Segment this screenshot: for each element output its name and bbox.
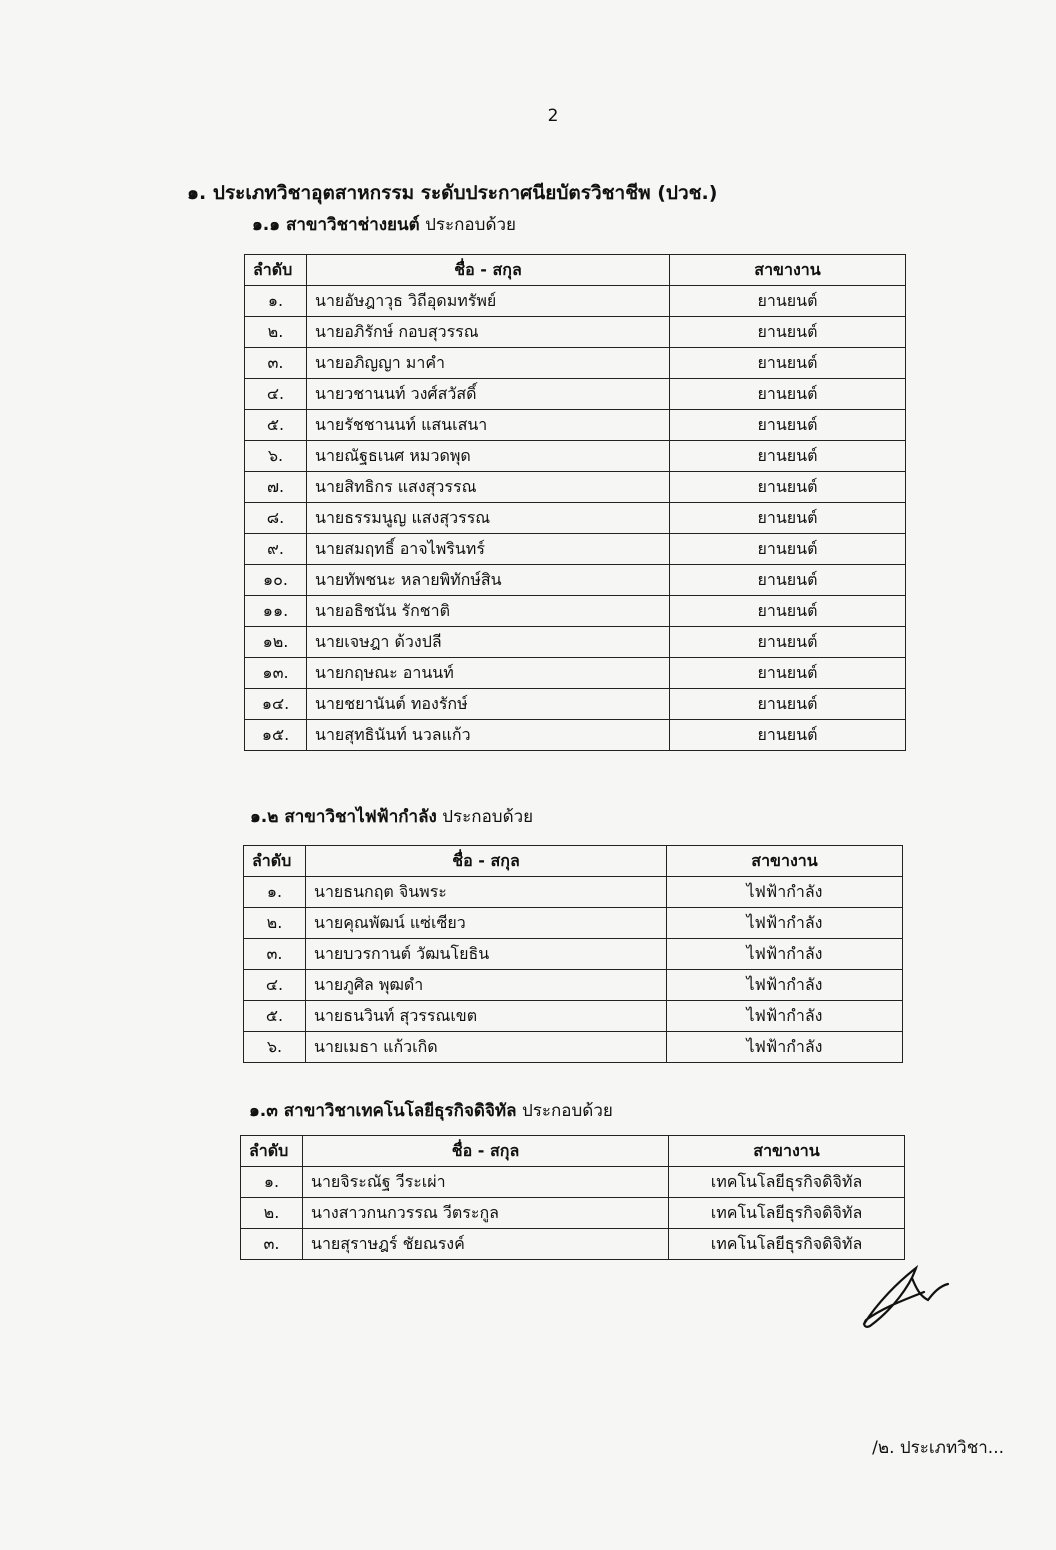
section-title-rest: ประกอบด้วย — [516, 1101, 613, 1121]
row-name: นายธรรมนูญ แสงสุวรรณ — [307, 503, 670, 534]
column-header-field: สาขางาน — [669, 1136, 905, 1167]
table-row — [245, 596, 906, 627]
table-row — [245, 627, 906, 658]
section-title-bold: ๑.๒ สาขาวิชาไฟฟ้ากำลัง — [250, 807, 437, 827]
column-header-no: ลำดับ — [245, 255, 307, 286]
row-number: ๑๕. — [245, 720, 307, 751]
row-field: ยานยนต์ — [670, 286, 906, 317]
row-number: ๘. — [245, 503, 307, 534]
table-row — [245, 689, 906, 720]
row-number: ๑. — [244, 877, 306, 908]
row-name: นางสาวกนกวรรณ วีตระกูล — [303, 1198, 669, 1229]
row-name: นายกฤษณะ อานนท์ — [307, 658, 670, 689]
row-name: นายสุทธินันท์ นวลแก้ว — [307, 720, 670, 751]
table-row — [245, 720, 906, 751]
row-name: นายจิระณัฐ วีระเผ่า — [303, 1167, 669, 1198]
table-row — [245, 658, 906, 689]
row-field: ยานยนต์ — [670, 565, 906, 596]
row-number: ๒. — [241, 1198, 303, 1229]
row-number: ๖. — [244, 1032, 306, 1063]
row-number: ๕. — [245, 410, 307, 441]
section-title-electric — [250, 803, 533, 830]
table-row — [241, 1198, 905, 1229]
table-row — [244, 1032, 903, 1063]
table-header-row — [241, 1136, 905, 1167]
row-number: ๓. — [245, 348, 307, 379]
table-row — [245, 286, 906, 317]
column-header-name: ชื่อ - สกุล — [307, 255, 670, 286]
row-number: ๖. — [245, 441, 307, 472]
row-number: ๑๓. — [245, 658, 307, 689]
table-row — [245, 503, 906, 534]
row-name: นายสุราษฎร์ ชัยณรงค์ — [303, 1229, 669, 1260]
row-field: เทคโนโลยีธุรกิจดิจิทัล — [669, 1167, 905, 1198]
table-row — [244, 908, 903, 939]
row-number: ๑. — [241, 1167, 303, 1198]
table-row — [244, 1001, 903, 1032]
row-number: ๑. — [245, 286, 307, 317]
row-field: ยานยนต์ — [670, 472, 906, 503]
table-row — [245, 534, 906, 565]
row-number: ๑๒. — [245, 627, 307, 658]
row-field: ไฟฟ้ากำลัง — [667, 970, 903, 1001]
row-name: นายสิทธิกร แสงสุวรรณ — [307, 472, 670, 503]
row-field: ยานยนต์ — [670, 596, 906, 627]
table-row — [241, 1167, 905, 1198]
row-field: ยานยนต์ — [670, 689, 906, 720]
row-number: ๕. — [244, 1001, 306, 1032]
row-number: ๒. — [245, 317, 307, 348]
row-number: ๔. — [245, 379, 307, 410]
row-name: นายรัชชานนท์ แสนเสนา — [307, 410, 670, 441]
row-name: นายบวรกานต์ วัฒนโยธิน — [306, 939, 667, 970]
row-field: ยานยนต์ — [670, 379, 906, 410]
table-row — [245, 410, 906, 441]
row-field: ยานยนต์ — [670, 658, 906, 689]
row-field: ยานยนต์ — [670, 317, 906, 348]
row-number: ๓. — [241, 1229, 303, 1260]
signature-image — [858, 1262, 953, 1332]
row-field: ยานยนต์ — [670, 441, 906, 472]
column-header-name: ชื่อ - สกุล — [306, 846, 667, 877]
table-row — [244, 877, 903, 908]
table-row — [245, 348, 906, 379]
row-number: ๙. — [245, 534, 307, 565]
section-title-rest: ประกอบด้วย — [436, 807, 534, 827]
row-number: ๒. — [244, 908, 306, 939]
row-name: นายวชานนท์ วงศ์สวัสดิ์ — [307, 379, 670, 410]
row-number: ๔. — [244, 970, 306, 1001]
row-name: นายธนวินท์ สุวรรณเขต — [306, 1001, 667, 1032]
row-name: นายอัษฎาวุธ วิถีอุดมทรัพย์ — [307, 286, 670, 317]
row-field: ยานยนต์ — [670, 720, 906, 751]
row-number: ๓. — [244, 939, 306, 970]
row-field: ยานยนต์ — [670, 348, 906, 379]
row-field: เทคโนโลยีธุรกิจดิจิทัล — [669, 1198, 905, 1229]
table-row — [244, 939, 903, 970]
section-title-bold: ๑.๓ สาขาวิชาเทคโนโลยีธุรกิจดิจิทัล — [249, 1101, 517, 1121]
table-row — [245, 565, 906, 596]
row-field: ยานยนต์ — [670, 627, 906, 658]
table-row — [245, 472, 906, 503]
column-header-no: ลำดับ — [244, 846, 306, 877]
row-field: ไฟฟ้ากำลัง — [667, 877, 903, 908]
row-field: ยานยนต์ — [670, 410, 906, 441]
table-row — [245, 441, 906, 472]
row-number: ๑๑. — [245, 596, 307, 627]
row-name: นายชยานันต์ ทองรักษ์ — [307, 689, 670, 720]
column-header-no: ลำดับ — [241, 1136, 303, 1167]
column-header-field: สาขางาน — [667, 846, 903, 877]
row-field: ไฟฟ้ากำลัง — [667, 908, 903, 939]
table-row — [241, 1229, 905, 1260]
table-header-row — [244, 846, 903, 877]
row-name: นายสมฤทธิ์ อาจไพรินทร์ — [307, 534, 670, 565]
row-name: นายคุณพัฒน์ แซ่เซียว — [306, 908, 667, 939]
row-number: ๑๐. — [245, 565, 307, 596]
row-field: เทคโนโลยีธุรกิจดิจิทัล — [669, 1229, 905, 1260]
row-name: นายภูศิล พุฒดำ — [306, 970, 667, 1001]
row-name: นายณัฐธเนศ หมวดพุด — [307, 441, 670, 472]
row-field: ยานยนต์ — [670, 503, 906, 534]
row-name: นายอภิญญา มาคำ — [307, 348, 670, 379]
section-title-rest: ประกอบด้วย — [419, 215, 516, 235]
row-field: ไฟฟ้ากำลัง — [667, 1032, 903, 1063]
section-title-auto — [252, 211, 516, 238]
table-row — [245, 317, 906, 348]
table-row — [245, 379, 906, 410]
row-field: ยานยนต์ — [670, 534, 906, 565]
row-name: นายทัพชนะ หลายพิทักษ์สิน — [307, 565, 670, 596]
table-digital-business — [240, 1135, 905, 1260]
row-name: นายอภิรักษ์ กอบสุวรรณ — [307, 317, 670, 348]
column-header-field: สาขางาน — [670, 255, 906, 286]
document-heading: ๑. ประเภทวิชาอุตสาหกรรม ระดับประกาศนียบัตรวิชาชีพ (ปวช.) — [187, 182, 718, 204]
table-header-row — [245, 255, 906, 286]
table-electric-power — [243, 845, 903, 1063]
row-name: นายอธิชนัน รักชาติ — [307, 596, 670, 627]
table-row — [244, 970, 903, 1001]
continuation-footer: /๒. ประเภทวิชา... — [872, 1438, 1004, 1458]
row-number: ๑๔. — [245, 689, 307, 720]
row-field: ไฟฟ้ากำลัง — [667, 1001, 903, 1032]
table-auto-mechanics — [244, 254, 906, 751]
section-title-bold: ๑.๑ สาขาวิชาช่างยนต์ — [252, 215, 420, 235]
page-number: 2 — [547, 106, 559, 126]
row-name: นายเมธา แก้วเกิด — [306, 1032, 667, 1063]
column-header-name: ชื่อ - สกุล — [303, 1136, 669, 1167]
row-field: ไฟฟ้ากำลัง — [667, 939, 903, 970]
row-name: นายเจษฎา ด้วงปลี — [307, 627, 670, 658]
row-name: นายธนกฤต จินพระ — [306, 877, 667, 908]
section-title-digital — [249, 1097, 613, 1124]
row-number: ๗. — [245, 472, 307, 503]
